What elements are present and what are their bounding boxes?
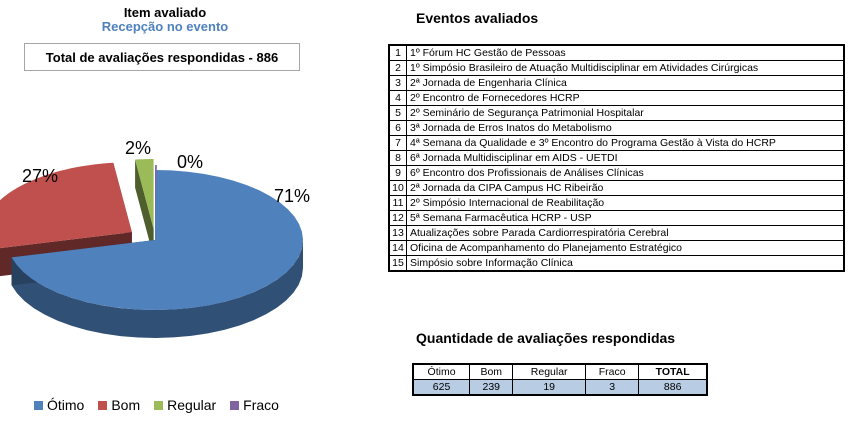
event-row (389, 121, 844, 136)
event-row (389, 211, 844, 226)
legend-item (34, 397, 84, 413)
event-number: 10 (389, 181, 407, 196)
event-row (389, 76, 844, 91)
event-name: 6ª Jornada Multidisciplinar em AIDS - UETDI (407, 151, 845, 166)
event-row (389, 45, 844, 61)
event-row (389, 91, 844, 106)
event-number: 6 (389, 121, 407, 136)
event-name: 5ª Semana Farmacêutica HCRP - USP (407, 211, 845, 226)
event-number: 2 (389, 61, 407, 76)
quantity-header: TOTAL (639, 364, 707, 380)
chart-legend (34, 397, 279, 413)
chart-subtitle: Recepção no evento (101, 19, 229, 34)
data-label: 2% (124, 138, 152, 158)
legend-swatch (230, 401, 239, 410)
quantity-value: 625 (413, 380, 470, 396)
event-name: 3ª Jornada de Erros Inatos do Metabolismo (407, 121, 845, 136)
event-number: 5 (389, 106, 407, 121)
quantity-value: 3 (585, 380, 638, 396)
quantity-header: Bom (470, 364, 513, 380)
event-name: 2º Seminário de Segurança Patrimonial Hospitalar (407, 106, 845, 121)
legend-item (154, 397, 216, 413)
legend-label: Fraco (243, 397, 279, 413)
event-row (389, 136, 844, 151)
event-row (389, 241, 844, 256)
event-name: Simpósio sobre Informação Clínica (407, 256, 845, 272)
event-number: 15 (389, 256, 407, 272)
total-responses-box: Total de avaliações respondidas - 886 (24, 43, 300, 71)
legend-swatch (154, 401, 163, 410)
quantity-header: Regular (513, 364, 585, 380)
event-name: Atualizações sobre Parada Cardiorrespiratória Cerebral (407, 226, 845, 241)
event-number: 14 (389, 241, 407, 256)
event-number: 7 (389, 136, 407, 151)
data-label: 0% (176, 152, 204, 172)
legend-item (98, 397, 140, 413)
event-number: 4 (389, 91, 407, 106)
event-row (389, 106, 844, 121)
event-number: 9 (389, 166, 407, 181)
data-label: 27% (21, 166, 59, 186)
event-number: 8 (389, 151, 407, 166)
quantity-value: 239 (470, 380, 513, 396)
quantity-value: 886 (639, 380, 707, 396)
event-number: 11 (389, 196, 407, 211)
event-row (389, 61, 844, 76)
event-row (389, 256, 844, 272)
event-name: 1º Fórum HC Gestão de Pessoas (407, 45, 845, 61)
event-row (389, 226, 844, 241)
event-name: 1º Simpósio Brasileiro de Atuação Multidisciplinar em Atividades Cirúrgicas (407, 61, 845, 76)
event-row (389, 196, 844, 211)
quantity-value: 19 (513, 380, 585, 396)
legend-item (230, 397, 279, 413)
legend-label: Bom (111, 397, 141, 413)
legend-swatch (34, 401, 43, 410)
event-number: 12 (389, 211, 407, 226)
event-name: 2ª Jornada de Engenharia Clínica (407, 76, 845, 91)
event-name: 6º Encontro dos Profissionais de Análises Clínicas (407, 166, 845, 181)
legend-label: Ótimo (47, 397, 85, 413)
event-row (389, 181, 844, 196)
item-title: Item avaliado (123, 5, 207, 20)
legend-label: Regular (167, 397, 217, 413)
legend-swatch (98, 401, 107, 410)
event-number: 3 (389, 76, 407, 91)
event-name: 4ª Semana da Qualidade e 3º Encontro do Programa Gestão à Vista do HCRP (407, 136, 845, 151)
event-row (389, 166, 844, 181)
event-name: Oficina de Acompanhamento do Planejamento Estratégico (407, 241, 845, 256)
event-name: 2º Encontro de Fornecedores HCRP (407, 91, 845, 106)
event-row (389, 151, 844, 166)
events-table (388, 44, 845, 272)
quantity-table (412, 363, 708, 396)
events-title: Eventos avaliados (416, 10, 539, 26)
event-name: 2º Simpósio Internacional de Reabilitação (407, 196, 845, 211)
quantity-title: Quantidade de avaliações respondidas (416, 330, 676, 346)
pie-chart (0, 130, 330, 390)
event-name: 2ª Jornada da CIPA Campus HC Ribeirão (407, 181, 845, 196)
event-number: 13 (389, 226, 407, 241)
quantity-header: Ótimo (413, 364, 470, 380)
event-number: 1 (389, 45, 407, 61)
data-label: 71% (273, 186, 311, 206)
quantity-header: Fraco (585, 364, 638, 380)
